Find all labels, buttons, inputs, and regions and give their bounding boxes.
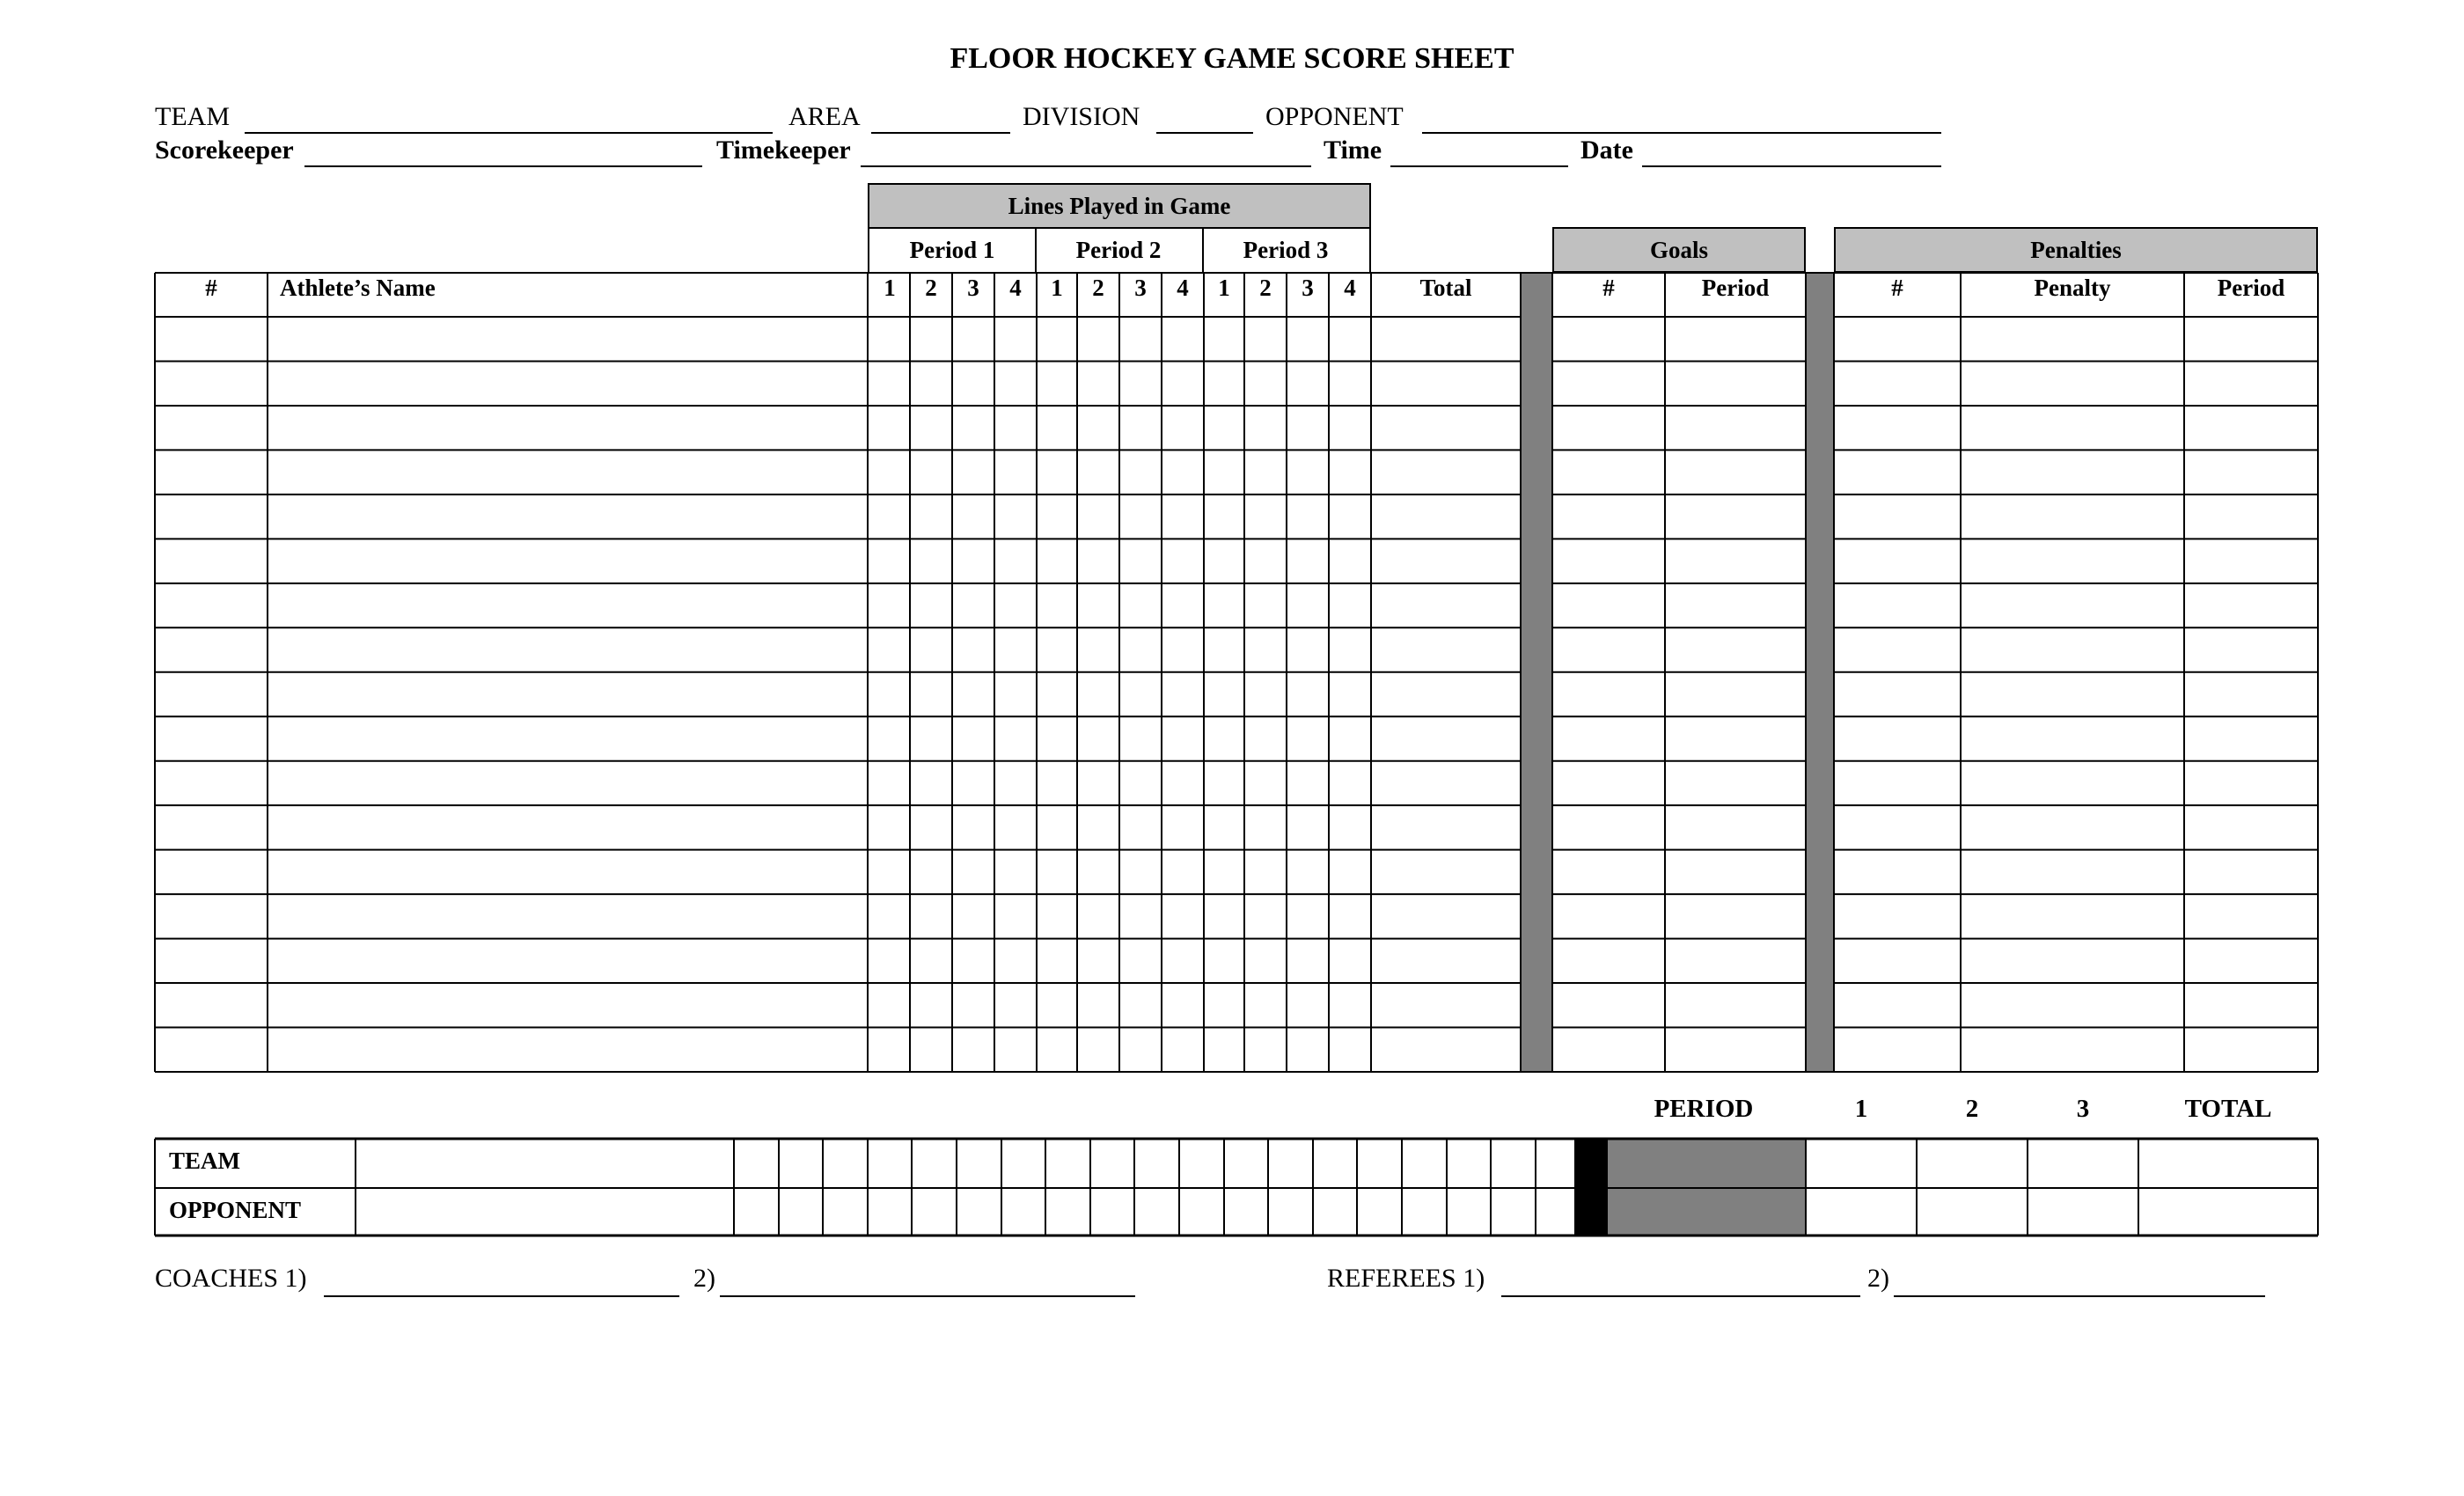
score-team-label: TEAM	[169, 1148, 240, 1174]
p2-line-2-header: 2	[1092, 275, 1104, 301]
p3-line-3-header: 3	[1302, 275, 1314, 301]
col-number-header: #	[205, 275, 217, 301]
division-label: DIVISION	[1023, 102, 1140, 131]
referee-1-field[interactable]	[1501, 1295, 1860, 1297]
col-total-header: Total	[1419, 275, 1472, 301]
p1-line-3-header: 3	[967, 275, 979, 301]
penalties-header: Penalties	[1834, 227, 2318, 273]
score-period-3-label: 3	[2076, 1095, 2090, 1123]
penalties-period-header: Period	[2217, 275, 2285, 301]
area-label: AREA	[788, 102, 861, 131]
goals-number-header: #	[1602, 275, 1615, 301]
score-period-2-label: 2	[1965, 1095, 1979, 1123]
col-name-header: Athlete’s Name	[280, 275, 436, 301]
opponent-label: OPPONENT	[1265, 102, 1404, 131]
period-1-header: Period 1	[868, 227, 1037, 273]
referees-2-label: 2)	[1867, 1264, 1889, 1293]
referees-label: REFEREES 1)	[1327, 1264, 1485, 1293]
p2-line-4-header: 4	[1177, 275, 1189, 301]
p2-line-3-header: 3	[1134, 275, 1147, 301]
p1-line-4-header: 4	[1009, 275, 1022, 301]
coaches-2-label: 2)	[693, 1264, 715, 1293]
scorekeeper-label: Scorekeeper	[155, 136, 294, 165]
score-period-label: PERIOD	[1654, 1095, 1754, 1123]
goals-header: Goals	[1552, 227, 1806, 273]
penalties-number-header: #	[1891, 275, 1903, 301]
coach-2-field[interactable]	[720, 1295, 1135, 1297]
score-total-label: TOTAL	[2184, 1095, 2272, 1123]
time-label: Time	[1324, 136, 1382, 165]
coach-1-field[interactable]	[324, 1295, 679, 1297]
timekeeper-label: Timekeeper	[716, 136, 851, 165]
date-label: Date	[1580, 136, 1633, 165]
p1-line-2-header: 2	[925, 275, 937, 301]
p1-line-1-header: 1	[884, 275, 896, 301]
referee-2-field[interactable]	[1894, 1295, 2265, 1297]
penalties-penalty-header: Penalty	[2034, 275, 2111, 301]
p3-line-4-header: 4	[1344, 275, 1356, 301]
coaches-label: COACHES 1)	[155, 1264, 307, 1293]
p2-line-1-header: 1	[1051, 275, 1063, 301]
period-3-header: Period 3	[1202, 227, 1371, 273]
p3-line-1-header: 1	[1218, 275, 1230, 301]
score-opponent-label: OPPONENT	[169, 1197, 302, 1223]
score-period-1-label: 1	[1854, 1095, 1868, 1123]
lines-played-header: Lines Played in Game	[868, 183, 1371, 229]
team-label: TEAM	[155, 102, 230, 131]
period-2-header: Period 2	[1035, 227, 1204, 273]
p3-line-2-header: 2	[1259, 275, 1272, 301]
page-title: FLOOR HOCKEY GAME SCORE SHEET	[950, 42, 1514, 75]
goals-period-header: Period	[1701, 275, 1770, 301]
